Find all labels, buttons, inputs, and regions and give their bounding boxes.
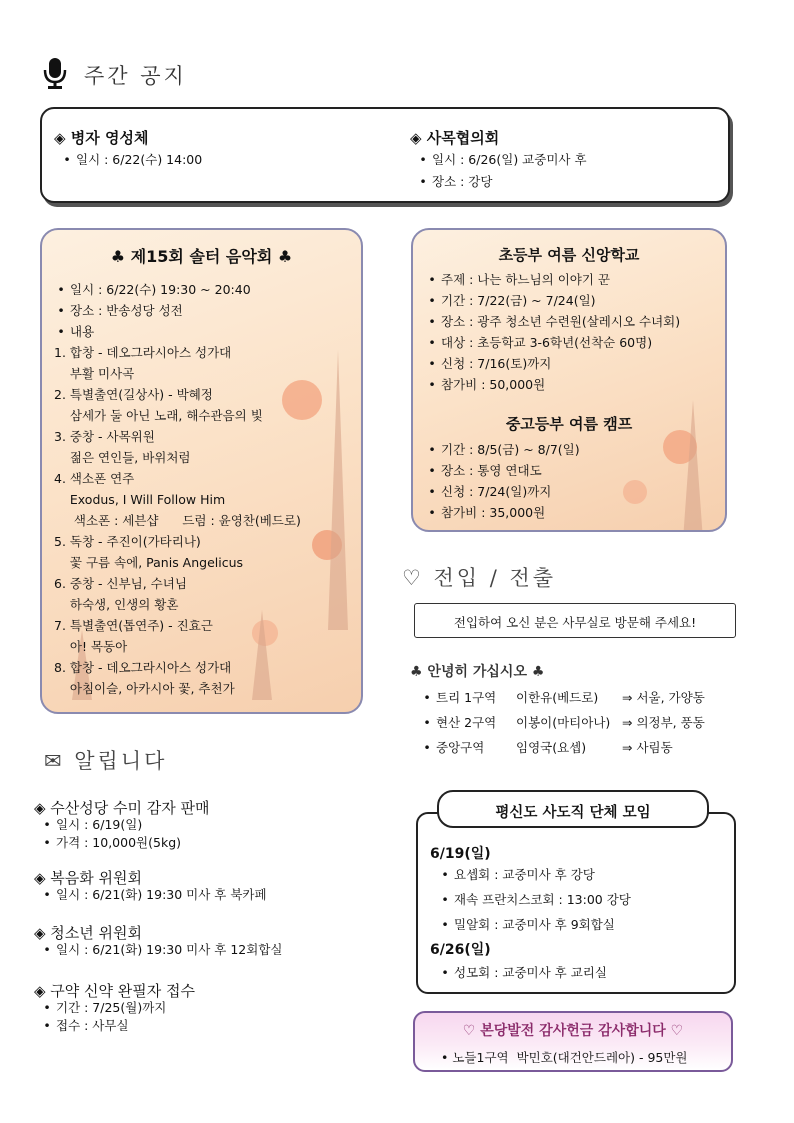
- decor-tree: [328, 350, 348, 630]
- farewell-area: • 트리 1구역: [418, 687, 496, 708]
- meeting-item: • 요셉회 : 교중미사 후 강당: [436, 864, 595, 885]
- elem-camp-target: • 대상 : 초등학교 3-6학년(선착순 60명): [423, 332, 680, 353]
- thanks-item-text: 노들1구역 박민호(대건안드레아) - 95만원: [452, 1050, 688, 1065]
- notice-title: ◈ 구약 신약 완필자 접수: [34, 982, 196, 1000]
- elementary-camp-list: [423, 269, 680, 395]
- program-line: 색소폰 : 세븐샵 드럼 : 윤영찬(베드로): [54, 513, 301, 528]
- farewell-destination: ⇒ 서울, 가양동: [622, 690, 705, 705]
- transfer-notice-text: 전입하여 오신 분은 사무실로 방문해 주세요!: [453, 615, 697, 630]
- program-line: 7. 특별출연(톱연주) - 진효근: [54, 618, 213, 633]
- middle-camp-list: [423, 439, 580, 523]
- notice-item: • 기간 : 7/25(월)까지: [38, 998, 166, 1017]
- elem-camp-period: • 기간 : 7/22(금) ~ 7/24(일): [423, 290, 680, 311]
- transfer-notice-box: [414, 603, 736, 638]
- concert-date: • 일시 : 6/22(수) 19:30 ~ 20:40: [52, 279, 251, 300]
- meeting-date: 6/19(일): [430, 846, 491, 862]
- program-line: Exodus, I Will Follow Him: [54, 492, 226, 507]
- farewell-name: 이한유(베드로): [516, 690, 599, 705]
- farewell-name: 이봉이(마티아나): [516, 715, 611, 730]
- pastoral-council-date: • 일시 : 6/26(일) 교중미사 후: [414, 149, 587, 170]
- thanks-item: [441, 1047, 688, 1068]
- sick-communion-title: ◈ 병자 영성체: [54, 129, 149, 147]
- program-line: 아! 목동아: [54, 639, 128, 654]
- thanks-box: [413, 1011, 733, 1072]
- elementary-camp-title: 초등부 여름 신앙학교: [498, 246, 640, 264]
- program-line: 젊은 연인들, 바위처럼: [54, 450, 191, 465]
- program-line: 꽃 구름 속에, Panis Angelicus: [54, 555, 244, 570]
- meeting-date: 6/26(일): [430, 942, 491, 958]
- farewell-destination: ⇒ 사림동: [622, 740, 673, 755]
- notice-title: ◈ 수산성당 수미 감자 판매: [34, 799, 210, 817]
- farewell-area: • 현산 2구역: [418, 712, 496, 733]
- meeting-item: • 밀알회 : 교중미사 후 9회합실: [436, 914, 615, 935]
- farewell-name: 임영국(요셉): [516, 740, 587, 755]
- concert-title: ♣ 제15회 솔터 음악회 ♣: [110, 247, 293, 266]
- meetings-title-tab: [437, 790, 709, 828]
- program-line: 4. 색소폰 연주: [54, 471, 135, 486]
- program-line: 1. 합창 - 데오그라시아스 성가대: [54, 345, 232, 360]
- concert-bullets: [52, 279, 251, 342]
- notice-title: ◈ 청소년 위원회: [34, 924, 143, 942]
- program-line: 8. 합창 - 데오그라시아스 성가대: [54, 660, 232, 675]
- program-line: 삼세가 둘 아닌 노래, 해수관음의 빛: [54, 408, 263, 423]
- elem-camp-theme: • 주제 : 나는 하느님의 이야기 꾼: [423, 269, 680, 290]
- meetings-box: [416, 812, 736, 994]
- program-line: 하숙생, 인생의 황혼: [54, 597, 179, 612]
- elem-camp-fee: • 참가비 : 50,000원: [423, 374, 680, 395]
- notice-item: • 일시 : 6/19(일): [38, 815, 142, 834]
- thanks-title: ♡ 본당발전 감사헌금 감사합니다 ♡: [462, 1023, 684, 1039]
- notice-title: ◈ 복음화 위원회: [34, 869, 143, 887]
- concert-content-label: • 내용: [52, 321, 251, 342]
- summer-camp-box: [411, 228, 727, 532]
- mid-camp-apply: • 신청 : 7/24(일)까지: [423, 481, 580, 502]
- sick-communion-date: • 일시 : 6/22(수) 14:00: [58, 149, 202, 170]
- mid-camp-place: • 장소 : 통영 연대도: [423, 460, 580, 481]
- notice-item: • 접수 : 사무실: [38, 1016, 129, 1035]
- concert-place: • 장소 : 반송성당 성전: [52, 300, 251, 321]
- notice-item: • 일시 : 6/21(화) 19:30 미사 후 북카페: [38, 885, 267, 904]
- elem-camp-apply: • 신청 : 7/16(토)까지: [423, 353, 680, 374]
- mid-camp-period: • 기간 : 8/5(금) ~ 8/7(일): [423, 439, 580, 460]
- concert-program: [54, 342, 301, 699]
- pastoral-council-title: ◈ 사목협의회: [410, 129, 500, 147]
- elem-camp-place: • 장소 : 광주 청소년 수련원(살레시오 수녀회): [423, 311, 680, 332]
- meeting-item: • 성모회 : 교중미사 후 교리실: [436, 962, 607, 983]
- program-line: 2. 특별출연(길상사) - 박혜정: [54, 387, 213, 402]
- notice-item: • 일시 : 6/21(화) 19:30 미사 후 12회합실: [38, 940, 282, 959]
- program-line: 3. 중창 - 사목위원: [54, 429, 155, 444]
- notice-item: • 가격 : 10,000원(5kg): [38, 833, 181, 852]
- program-line: 부활 미사곡: [54, 366, 135, 381]
- program-line: 6. 중창 - 신부님, 수녀님: [54, 576, 187, 591]
- farewell-destination: ⇒ 의정부, 풍동: [622, 715, 705, 730]
- weekly-heading: 주간 공지: [84, 64, 187, 88]
- meetings-title: 평신도 사도직 단체 모임: [495, 805, 651, 821]
- microphone-icon: [40, 56, 70, 90]
- mid-camp-fee: • 참가비 : 35,000원: [423, 502, 580, 523]
- farewell-area: • 중앙구역: [418, 737, 484, 758]
- meeting-item: • 재속 프란치스코회 : 13:00 강당: [436, 889, 631, 910]
- program-line: 아침이슬, 아카시아 꽃, 추천가: [54, 681, 235, 696]
- pastoral-council-place: • 장소 : 강당: [414, 171, 492, 192]
- weekly-notice-box: [40, 107, 730, 203]
- middle-camp-title: 중고등부 여름 캠프: [505, 415, 633, 433]
- concert-box: [40, 228, 363, 714]
- bullet-dot: •: [441, 1050, 453, 1065]
- decor-flower: [623, 480, 647, 504]
- program-line: 5. 독창 - 주진이(가타리나): [54, 534, 201, 549]
- transfer-heading: ♡ 전입 / 전출: [402, 566, 557, 590]
- notices-heading: ✉ 알립니다: [44, 749, 168, 773]
- farewell-title: ♣ 안녕히 가십시오 ♣: [410, 664, 545, 680]
